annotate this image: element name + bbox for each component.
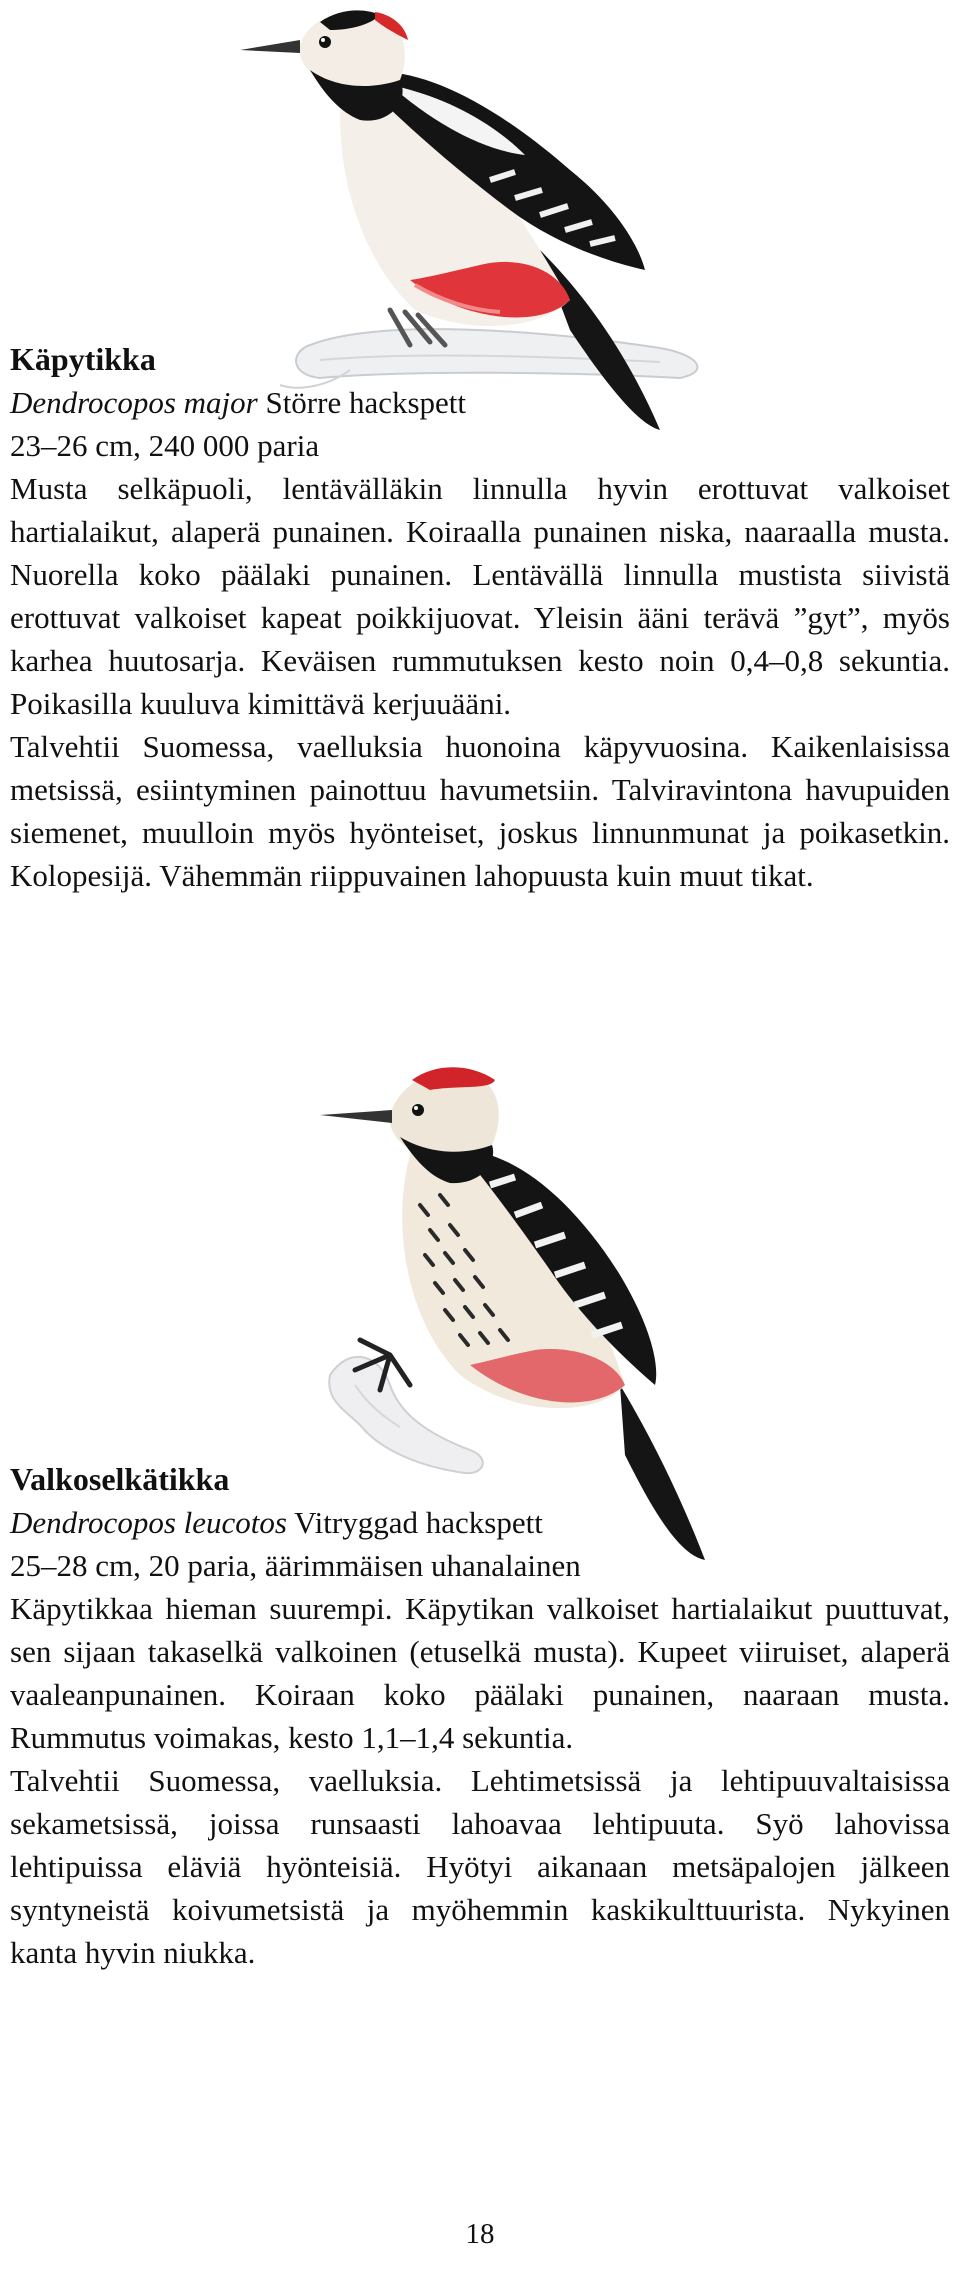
species-ecology: Talvehtii Suomessa, vaelluksia huonoina käpyvuosina. Kaikenlaisissa metsissä, esiintyminen painottuu havumetsiin. Talviravintona havupuiden siemenet, muulloin myös hyönteiset, joskus linnunmunat ja poikasetkin. Kolopesijä. Vähemmän riippuvainen lahopuusta kuin muut tikat. xyxy=(10,729,950,893)
swedish-name: Vitryggad hackspett xyxy=(294,1505,543,1540)
species-name: Valkoselkätikka xyxy=(10,1461,230,1497)
species-entry-valkoselkatikka xyxy=(10,1458,950,1974)
swedish-name: Större hackspett xyxy=(265,385,467,420)
species-description: Musta selkäpuoli, lentävälläkin linnulla hyvin erottuvat valkoiset hartialaikut, alaperä punainen. Koiraalla punainen niska, naaraalla musta. Nuorella koko päälaki punainen. Lentävällä linnulla mustista siivistä erottuvat valkoiset kapeat poikkijuovat. Yleisin ääni terävä ”gyt”, myös karhea huutosarja. Keväisen rummutuksen kesto noin 0,4–0,8 sekuntia. Poikasilla kuuluva kimittävä kerjuuääni. xyxy=(10,471,950,721)
species-names-line xyxy=(10,1501,950,1544)
species-names-line xyxy=(10,381,950,424)
species-stats: 23–26 cm, 240 000 paria xyxy=(10,428,320,463)
latin-name: Dendrocopos leucotos xyxy=(10,1505,287,1540)
page-number: 18 xyxy=(465,2218,495,2250)
species-name: Käpytikka xyxy=(10,341,156,377)
species-entry-kapytikka xyxy=(10,338,950,897)
latin-name: Dendrocopos major xyxy=(10,385,258,420)
species-ecology: Talvehtii Suomessa, vaelluksia. Lehtimetsissä ja lehtipuuvaltaisissa sekametsissä, joissa runsaasti lahoavaa lehtipuuta. Syö lahovissa lehtipuissa eläviä hyönteisiä. Hyötyi aikanaan metsäpalojen jälkeen syntyneistä koivumetsistä ja myöhemmin kaskikulttuurista. Nykyinen kanta hyvin niukka. xyxy=(10,1763,950,1970)
species-description: Käpytikkaa hieman suurempi. Käpytikan valkoiset hartialaikut puuttuvat, sen sijaan takaselkä valkoinen (etuselkä musta). Kupeet viiruiset, alaperä vaaleanpunainen. Koiraan koko päälaki punainen, naaraan musta. Rummutus voimakas, kesto 1,1–1,4 sekuntia. xyxy=(10,1591,950,1755)
species-stats: 25–28 cm, 20 paria, äärimmäisen uhanalainen xyxy=(10,1548,581,1583)
